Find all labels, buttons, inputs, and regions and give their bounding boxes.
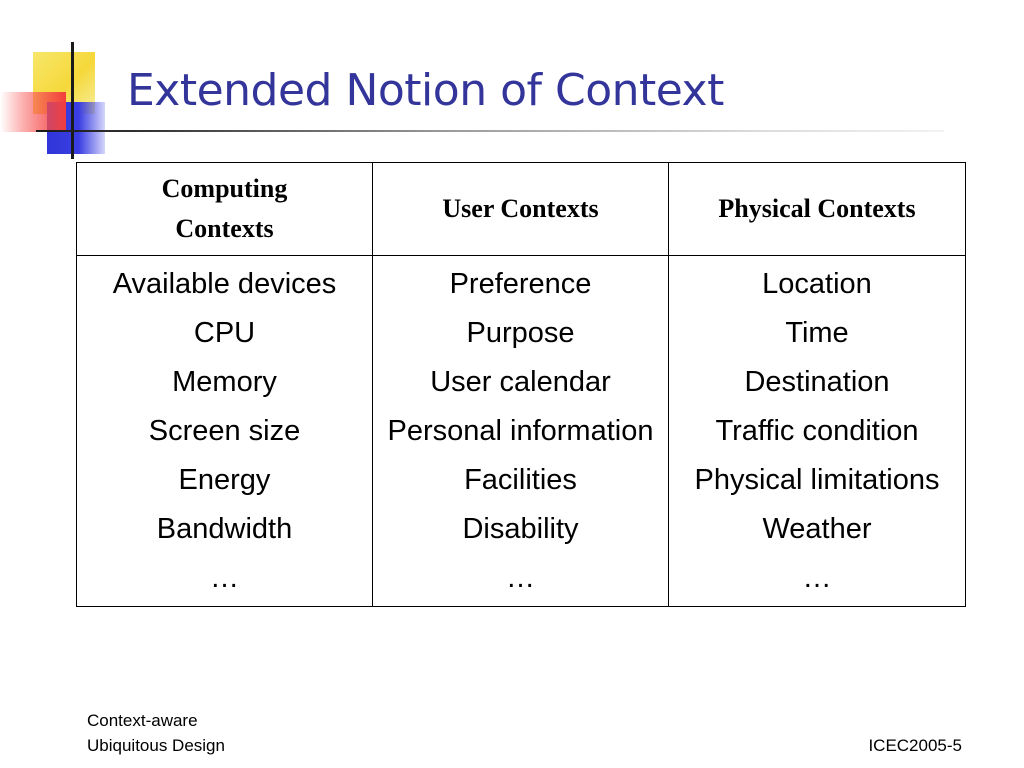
- list-item: Screen size: [148, 415, 301, 447]
- list-item: Destination: [744, 366, 890, 398]
- list-item: …: [802, 562, 832, 594]
- header-physical-contexts: [669, 163, 966, 256]
- computing-contexts-cell: [77, 256, 373, 607]
- footer-left-line: Ubiquitous Design: [87, 736, 225, 755]
- title-underline: [36, 130, 944, 132]
- header-line: User Contexts: [442, 194, 599, 223]
- header-line: Physical Contexts: [718, 194, 916, 223]
- physical-contexts-cell: [669, 256, 966, 607]
- footer-left: [87, 708, 225, 758]
- header-computing-contexts: [77, 163, 373, 256]
- list-item: Time: [785, 317, 849, 349]
- decor-vertical-line: [71, 42, 74, 159]
- decor-red-bar: [0, 92, 66, 132]
- list-item: Bandwidth: [156, 513, 293, 545]
- slide-title: Extended Notion of Context: [127, 65, 724, 116]
- list-item: Available devices: [112, 268, 337, 300]
- header-user-contexts: [373, 163, 669, 256]
- footer-left-line: Context-aware: [87, 711, 198, 730]
- list-item: User calendar: [430, 366, 611, 398]
- list-item: …: [210, 562, 239, 594]
- context-table: [76, 162, 966, 607]
- list-item: CPU: [193, 317, 256, 349]
- list-item: Weather: [762, 513, 872, 545]
- list-item: Physical limitations: [694, 464, 940, 496]
- list-item: Disability: [462, 513, 579, 545]
- list-item: Facilities: [464, 464, 577, 496]
- list-item: Location: [762, 268, 872, 300]
- header-line: Contexts: [175, 214, 274, 243]
- user-contexts-cell: [373, 256, 669, 607]
- table-row: [77, 256, 966, 607]
- list-item: Preference: [449, 268, 592, 300]
- list-item: …: [506, 562, 535, 594]
- header-line: Computing: [161, 174, 288, 203]
- list-item: Personal information: [387, 415, 654, 447]
- list-item: Energy: [178, 464, 271, 496]
- list-item: Memory: [172, 366, 277, 398]
- footer-slide-number: ICEC2005-5: [868, 736, 962, 755]
- list-item: Traffic condition: [715, 415, 919, 447]
- table-header-row: [77, 163, 966, 256]
- list-item: Purpose: [466, 317, 575, 349]
